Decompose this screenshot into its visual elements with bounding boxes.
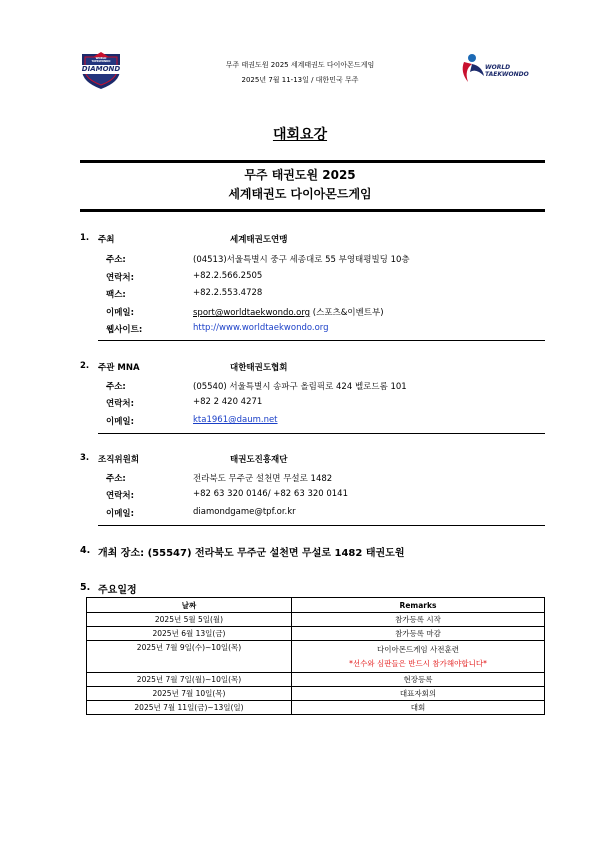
diamond-logo-text: DIAMOND xyxy=(81,65,121,73)
header-line-2: 2025년 7월 11-13일 / 대한민국 무주 xyxy=(241,76,359,84)
s1-fax-value: +82.2.553.4728 xyxy=(193,288,263,298)
schedule-date: 2025년 5월 5일(월) xyxy=(87,613,292,627)
table-row xyxy=(87,687,545,701)
s3-email-value: diamondgame@tpf.or.kr xyxy=(193,507,296,517)
header-line-1: 무주 태권도원 2025 세계태권도 다이아몬드게임 xyxy=(225,61,375,69)
section-2-label: 주관 MNA xyxy=(98,363,140,373)
schedule-remark: 대표자회의 xyxy=(292,687,545,701)
diamond-logo xyxy=(78,48,124,90)
s3-address-value: 전라북도 무주군 설천면 무설로 1482 xyxy=(193,474,333,484)
section-3-number: 3. xyxy=(80,453,90,463)
schedule-col-date: 날짜 xyxy=(87,598,292,613)
wt-logo-line-2: TAEKWONDO xyxy=(485,71,529,78)
schedule-remark: 참가등록 마감 xyxy=(292,627,545,641)
schedule-date: 2025년 7월 11일(금)~13일(일) xyxy=(87,701,292,715)
s3-email-label: 이메일: xyxy=(106,509,135,519)
section-5-number: 5. xyxy=(80,582,91,593)
section-2-org: 대한태권도협회 xyxy=(230,363,288,373)
divider-bottom xyxy=(80,209,545,212)
schedule-col-remarks: Remarks xyxy=(292,598,545,613)
section-5-label: 주요일정 xyxy=(98,585,137,596)
schedule-remark: 현장등록 xyxy=(292,673,545,687)
section-3-org: 태권도진흥재단 xyxy=(230,455,288,465)
s2-phone-label: 연락처: xyxy=(106,399,135,409)
s2-address-label: 주소: xyxy=(106,382,126,392)
s1-email-label: 이메일: xyxy=(106,308,135,318)
s1-phone-label: 연락처: xyxy=(106,273,135,283)
table-row xyxy=(87,701,545,715)
section-1-label: 주최 xyxy=(98,235,115,245)
s1-email-note: (스포츠&이벤트부) xyxy=(312,308,384,318)
taekwondo-emblem-icon xyxy=(458,52,488,84)
table-row xyxy=(87,641,545,673)
s2-address-value: (05540) 서울특별시 송파구 올림픽로 424 벨로드롬 101 xyxy=(193,382,407,392)
page-title: 대회요강 xyxy=(272,127,328,143)
world-taekwondo-logo xyxy=(458,52,528,84)
diamond-logo-top-text: WORLD TAEKWONDO xyxy=(91,57,111,63)
wt-logo-line-1: WORLD xyxy=(485,64,511,71)
subtitle-1: 무주 태권도원 2025 xyxy=(244,168,356,182)
s3-address-label: 주소: xyxy=(106,474,126,484)
table-row xyxy=(87,613,545,627)
schedule-table xyxy=(86,597,545,715)
s1-address-label: 주소: xyxy=(106,255,126,265)
divider-top xyxy=(80,160,545,163)
s1-fax-label: 팩스: xyxy=(106,290,126,300)
table-row xyxy=(87,627,545,641)
schedule-remark-note: *선수와 심판들은 반드시 참가해야합니다* xyxy=(349,659,487,668)
section-1-divider xyxy=(98,340,545,341)
section-2-number: 2. xyxy=(80,361,90,371)
s1-address-value: (04513)서울특별시 중구 세종대로 55 부영태평빌딩 10층 xyxy=(193,255,410,265)
schedule-remark: 다이아몬드게임 사전훈련 xyxy=(376,645,460,654)
section-4-venue: 개최 장소: (55547) 전라북도 무주군 설천면 무설로 1482 태권도원 xyxy=(98,548,405,559)
section-2-divider xyxy=(98,433,545,434)
subtitle-2: 세계태권도 다이아몬드게임 xyxy=(228,187,372,201)
schedule-date: 2025년 7월 10일(목) xyxy=(87,687,292,701)
s1-email-row xyxy=(193,306,384,318)
table-row xyxy=(87,673,545,687)
schedule-remark-cell xyxy=(292,641,545,673)
s2-email-link[interactable]: kta1961@daum.net xyxy=(193,415,278,425)
s1-website-link[interactable]: http://www.worldtaekwondo.org xyxy=(193,323,329,333)
section-3-label: 조직위원회 xyxy=(98,455,140,465)
section-1-number: 1. xyxy=(80,233,90,243)
section-3-divider xyxy=(98,525,545,526)
s1-email-link[interactable]: sport@worldtaekwondo.org xyxy=(193,308,311,318)
schedule-remark: 참가등록 시작 xyxy=(292,613,545,627)
schedule-date: 2025년 7월 7일(월)~10일(목) xyxy=(87,673,292,687)
s3-phone-label: 연락처: xyxy=(106,491,135,501)
section-4-number: 4. xyxy=(80,545,91,556)
schedule-date: 2025년 7월 9일(수)~10일(목) xyxy=(87,641,292,673)
s2-phone-value: +82 2 420 4271 xyxy=(193,397,263,407)
s1-phone-value: +82.2.566.2505 xyxy=(193,271,263,281)
schedule-date: 2025년 6월 13일(금) xyxy=(87,627,292,641)
schedule-remark: 대회 xyxy=(292,701,545,715)
section-1-org: 세계태권도연맹 xyxy=(230,235,288,245)
s3-phone-value: +82 63 320 0146/ +82 63 320 0141 xyxy=(193,489,348,499)
s1-website-label: 웹사이트: xyxy=(106,325,143,335)
schedule-header-row xyxy=(87,598,545,613)
s2-email-label: 이메일: xyxy=(106,417,135,427)
